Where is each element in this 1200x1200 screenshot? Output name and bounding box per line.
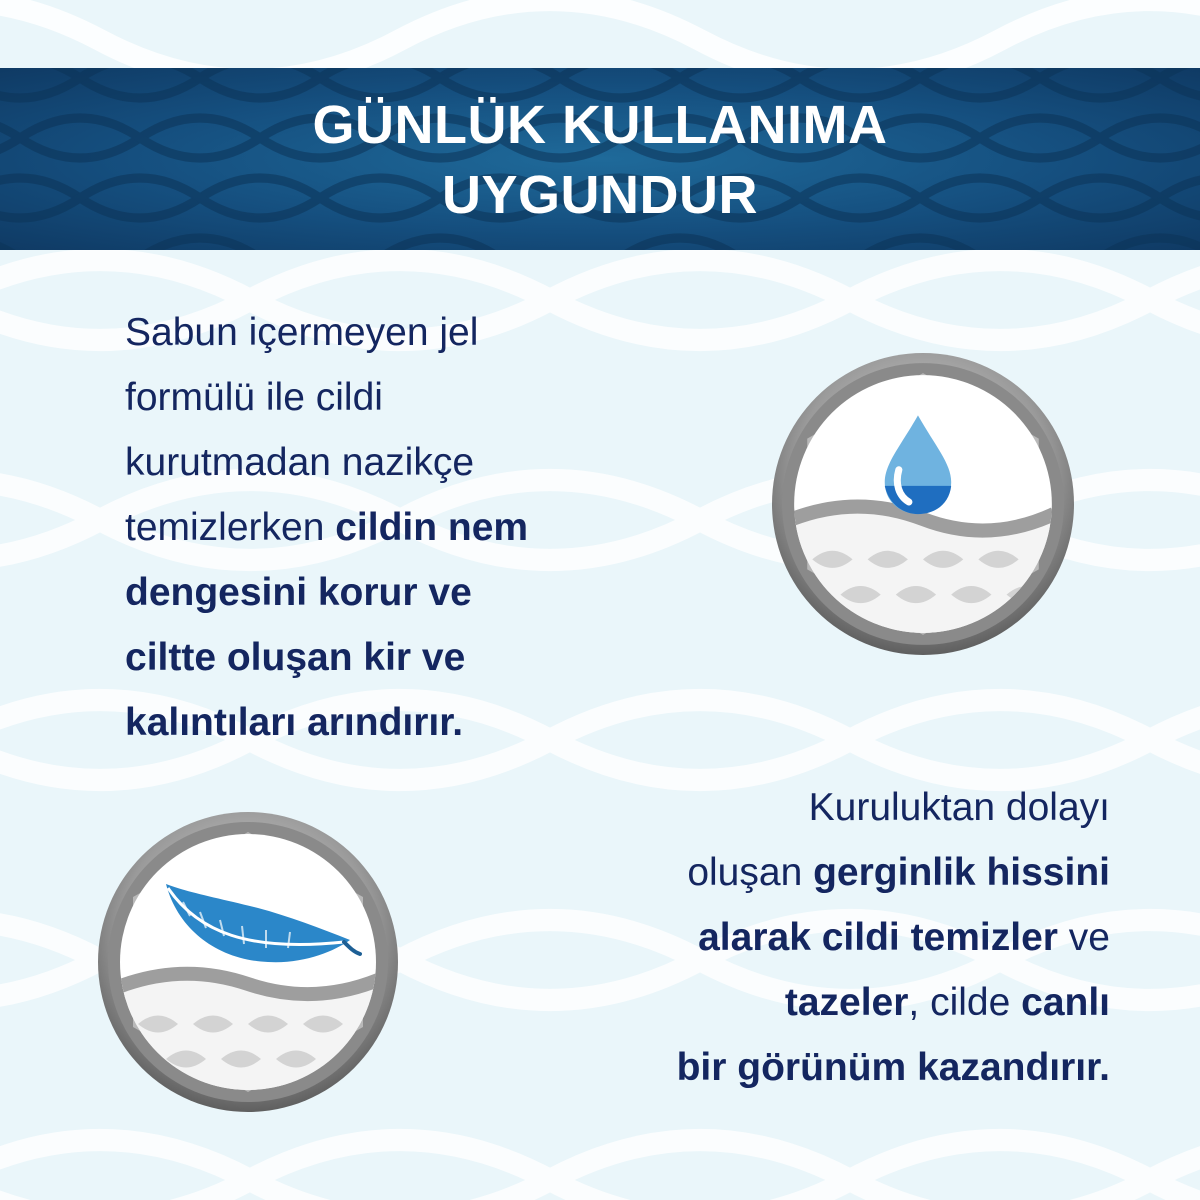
banner-title [0, 90, 1200, 230]
text-line [550, 840, 1110, 905]
text-regular: oluşan [687, 851, 814, 894]
text-line: Sabun içermeyen jel [125, 311, 479, 354]
text-line [125, 495, 645, 560]
text-line [125, 625, 645, 690]
text-line: formülü ile cildi [125, 376, 383, 419]
text-regular: ve [1057, 916, 1110, 959]
text-regular: temizlerken [125, 506, 336, 549]
text-regular: , cilde [908, 981, 1022, 1024]
description-block-top [125, 300, 645, 755]
text-emphasis: ciltte oluşan kir ve [125, 636, 466, 679]
text-line [125, 560, 645, 625]
feather-skin-icon [98, 812, 398, 1112]
description-block-bottom [550, 775, 1110, 1100]
text-emphasis: kalıntıları arındırır. [125, 701, 464, 744]
text-emphasis: bir görünüm kazandırır. [676, 1046, 1110, 1089]
text-emphasis: canlı [1021, 981, 1110, 1024]
water-drop-skin-icon [772, 353, 1074, 655]
header-banner [0, 68, 1200, 250]
text-line: kurutmadan nazikçe [125, 441, 475, 484]
text-line [125, 690, 645, 755]
banner-title-line1: GÜNLÜK KULLANIMA [312, 95, 888, 155]
text-emphasis: tazeler [784, 981, 909, 1024]
banner-title-line2: UYGUNDUR [441, 165, 758, 225]
text-line [550, 1035, 1110, 1100]
text-emphasis: alarak cildi temizler [698, 916, 1058, 959]
text-emphasis: cildin nem [335, 506, 529, 549]
text-emphasis: gerginlik hissini [813, 851, 1110, 894]
text-line [550, 970, 1110, 1035]
text-line: Kuruluktan dolayı [808, 786, 1110, 829]
text-line [550, 905, 1110, 970]
text-emphasis: dengesini korur ve [125, 571, 472, 614]
